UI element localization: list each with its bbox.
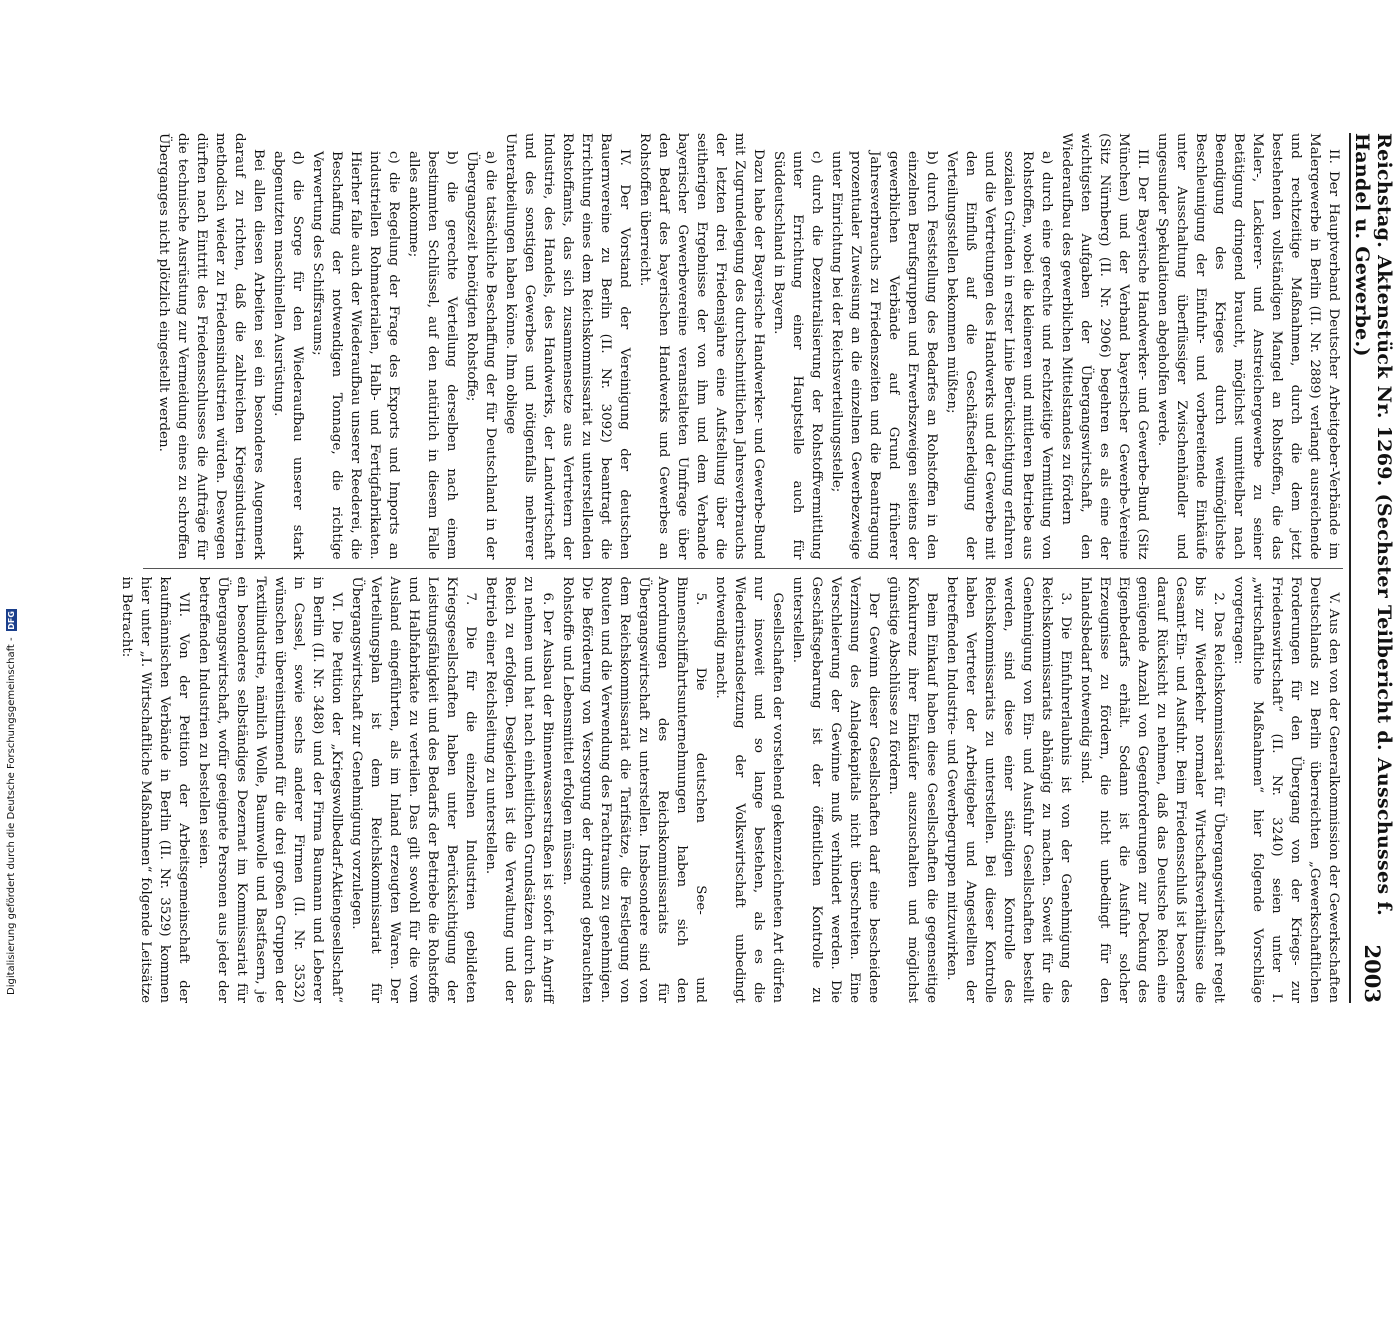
paragraph: VI. Die Petition der „Kriegswollbedarf-Aktiengesellschaft“ in Berlin (II. Nr. 3488) und der Firma Baumann und Leberer in Cassel, sowie sechs anderer Firmen (II. Nr. 3532) wünschen übereinstimmend für die drei großen Gruppen der Textilindustrie, nämlich Wolle, Baumwolle und Bastfasern, je ein besonderes selbständiges Dezernat im Kommissariat für Übergangswirtschaft, wofür geeignete Personen aus jeder der betreffenden Industrien zu bestellen seien.	[196, 576, 344, 1003]
right-column	[119, 568, 1343, 1004]
paragraph: Dazu habe der Bayerische Handwerker- und Gewerbe-Bund mit Zugrundelegung des durchschnittlichen Jahresverbrauchs der letzten drei Friedensjahre eine Aufstellung über die seitherigen Ergebnisse der von ihm und dem Verbande bayerischer Gewerbevereine veranstalteten Umfrage über den Bedarf des bayerischen Handwerks und Gewerbes an Rohstoffen überreicht.	[637, 133, 766, 560]
rotated-page-content	[119, 133, 1395, 1003]
paragraph: a) durch eine gerechte und rechtzeitige Vermittlung von Rohstoffen, wobei die kleineren und mittleren Betriebe aus sozialen Gründen in erster Linie Berücksichtigung erfahren und die Vertretungen des Handwerks und der Gewerbe mit den Einfluß auf die Geschäftserledigung der Verteilungsstellen bekommen müßten;	[944, 151, 1054, 560]
scanned-page	[70, 85, 1395, 1335]
paragraph: 5. Die deutschen See- und Binnenschiffahrtsunternehmungen haben sich den Anordnungen des Reichskommissariats für Übergangswirtschaft zu unterstellen. Insbesondere sind von dem Reichskommissariat die Tarifsätze, die Festlegung von Routen und die Verwendung des Frachtraums zu genehmigen. Die Beförderung von Versorgung der dringend gebrauchten Rohstoffe und Lebensmittel erfolgen müssen.	[560, 576, 708, 1003]
paragraph: IV. Der Vorstand der Vereinigung der deutschen Bauernvereine zu Berlin (II. Nr. 3092) beantragt die Errichtung eines dem Reichskommissariat zu unterstellenden Rohstoffamts, das sich zusammensetze aus Vertretern der Industrie, des Handels, des Handwerks, der Landwirtschaft und des sonstigen Gewerbes und nötigenfalls mehrerer Unterabteilungen haben könne. Ihm obliege	[503, 133, 632, 560]
paragraph: 2. Das Reichskommissariat für Übergangswirtschaft regelt bis zur Wiederkehr normaler Wirtschaftsverhältnisse die Gesamt-Ein- und Ausfuhr. Beim Friedensschluß ist besonders darauf Rücksicht zu nehmen, daß das Deutsche Reich eine genügende Anzahl von Gegenforderungen zur Deckung des Eigenbedarfs erhält. Sodann ist die Ausfuhr solcher Erzeugnisse zu fördern, die nicht unbedingt für den Inlandsbedarf notwendig sind.	[1078, 576, 1226, 1003]
page-header	[1349, 133, 1395, 1003]
paragraph: b) durch Feststellung des Bedarfes an Rohstoffen in den einzelnen Berufsgruppen und Erwerbszweigen seitens der gewerblichen Verbände auf Grund früherer Jahresverbrauchs zu Friedenszeiten und die Beantragung prozentualer Zuweisung an die einzelnen Gewerbezweige unter Einrichtung bei der Reichsverteilungsstelle;	[829, 151, 939, 560]
paragraph: II. Der Hauptverband Deutscher Arbeitgeber-Verbände im Malergewerbe in Berlin (II. Nr. 2889) verlangt ausreichende und rechtzeitige Maßnahmen, durch die dem jetzt bestehenden vollständigen Mangel an Rohstoffen, die das Maler-, Lackierer- und Anstreichergewerbe zu seiner Betätigung dringend braucht, möglichst unmittelbar nach Beendigung des Krieges durch weitmöglichste Beschleunigung der Einfuhr- und vorbereitende Einkäufe unter Ausschaltung überflüssiger Zwischenhändler und ungesunder Spekulationen abgeholfen werde.	[1155, 133, 1341, 560]
paragraph: Bei allen diesen Arbeiten sei ein besonderes Augenmerk darauf zu richten, daß die zahlreichen Kriegsindustrien methodisch wieder zu Friedensindustrien würden. Deswegen dürften nach Eintritt des Friedensschlusses die Aufträge für die technische Ausrüstung zur Vermeidung eines zu schroffen Überganges nicht plötzlich eingestellt werden.	[156, 133, 266, 560]
left-column	[143, 133, 1343, 568]
paragraph: 6. Der Ausbau der Binnenwasserstraßen ist sofort in Angriff zu nehmen und hat nach einheitlichen Grundsätzen durch das Reich zu erfolgen. Desgleichen ist die Verwaltung und der Betrieb einer Reichsleitung zu unterstellen.	[483, 576, 555, 1003]
paragraph: c) die Regelung der Frage des Exports und Imports an industriellen Rohmaterialien, Halb- und Fertigfabrikaten. Hierher falle auch der Wiederaufbau unserer Reederei, die Beschaffung der notwendigen Tonnage, die richtige Verwertung des Schiffsraums;	[310, 151, 401, 560]
paragraph: d) die Sorge für den Wiederaufbau unserer stark abgenutzten maschinellen Ausrüstung.	[271, 151, 305, 560]
paragraph: III. Der Bayerische Handwerker- und Gewerbe-Bund (Sitz München) und der Verband bayerischer Gewerbe-Vereine (Sitz Nürnberg) (II. Nr. 2906) begehren es als eine der wichtigsten Aufgaben der Übergangswirtschaft, den Wiederaufbau des gewerblichen Mittelstandes zu fördern	[1059, 133, 1150, 560]
paragraph: VII. Von der Petition der Arbeitsgemeinschaft der kaufmännischen Verbände in Berlin (II. Nr. 3529) kommen hier unter „I. Wirtschaftliche Maßnahmen“ folgende Leitsätze in Betracht:	[119, 576, 191, 1003]
paragraph: Gesellschaften der vorstehend gekennzeichneten Art dürfen nur insoweit und so lange bestehen, als es die Wiederinstandsetzung der Volkswirtschaft unbedingt notwendig macht.	[713, 576, 785, 1003]
paragraph: 7. Die für die einzelnen Industrien gebildeten Kriegsgesellschaften haben unter Berücksichtigung der Leistungsfähigkeit und des Bedarfs der Betriebe die Rohstoffe und Halbfabrikate zu verteilen. Das gilt sowohl für die vom Ausland eingeführten, als im Inland erzeugten Waren. Der Verteilungsplan ist dem Reichskommissariat für Übergangswirtschaft zur Genehmigung vorzulegen.	[349, 576, 478, 1003]
dfg-logo: DFG	[7, 611, 16, 630]
paragraph: a) die tatsächliche Beschaffung der für Deutschland in der Übergangszeit benötigten Rohstoffe;	[464, 151, 498, 560]
paragraph: Beim Einkauf haben diese Gesellschaften die gegenseitige Konkurrenz ihrer Einkäufer auszuschalten und möglichst günstige Abschlüsse zu fördern.	[886, 576, 939, 1003]
paragraph: c) durch die Dezentralisierung der Rohstoffvermittlung unter Errichtung einer Hauptstelle auch für Süddeutschland in Bayern.	[771, 151, 824, 560]
page-number: 2003	[1360, 944, 1386, 1003]
credit-text: Digitalisierung gefördert durch die Deutsche Forschungsgemeinschaft -	[6, 637, 17, 995]
page-title: Reichstag. Aktenstück Nr. 1269. (Sechster Teilbericht d. Ausschusses f. Handel u. Gewerbe.)	[1351, 133, 1395, 917]
digitization-credit	[6, 609, 17, 995]
paragraph: 3. Die Einfuhrerlaubnis ist von der Genehmigung des Reichskommissariats abhängig zu machen. Soweit für die Genehmigung von Ein- und Ausfuhr Gesellschaften bestellt werden, sind diese einer ständigen Kontrolle des Reichskommissariats zu unterstellen. Bei dieser Kontrolle haben Vertreter der Arbeitgeber und Angestellten der betreffenden Industrie- und Gewerbegruppen mitzuwirken.	[944, 576, 1073, 1003]
text-columns	[119, 133, 1343, 1003]
paragraph: V. Aus den von der Generalkommission der Gewerkschaften Deutschlands zu Berlin überreichten „Gewerkschaftlichen Forderungen für den Übergang von der Kriegs- zur Friedenswirtschaft“ (II. Nr. 3240) seien unter I. „wirtschaftliche Maßnahmen“ hier folgende Vorschläge vorgetragen:	[1231, 576, 1341, 1003]
paragraph: b) die gerechte Verteilung derselben nach einem bestimmten Schlüssel, auf den natürlich in diesem Falle alles ankomme;	[406, 151, 459, 560]
paragraph: Der Gewinn dieser Gesellschaften darf eine bescheidene Verzinsung des Anlagekapitals nicht überschreiten. Eine Verschleierung der Gewinne muß verhindert werden. Die Geschäftsgebarung ist der öffentlichen Kontrolle zu unterstellen.	[790, 576, 881, 1003]
